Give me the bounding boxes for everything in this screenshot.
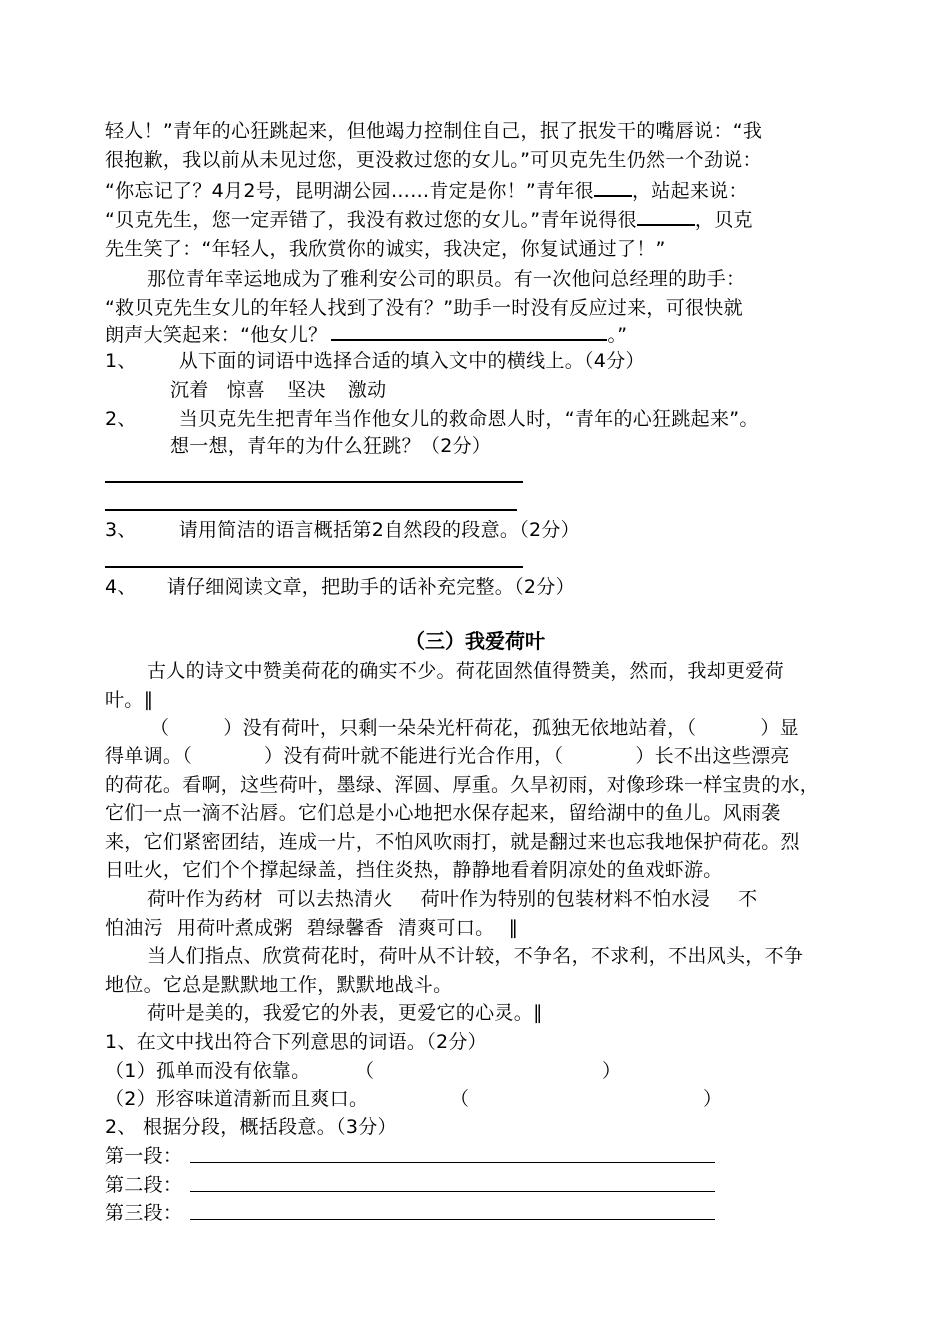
segment-3-label: 第三段：	[105, 1202, 183, 1224]
para-3-phrase: 碧绿馨香	[306, 917, 384, 939]
story-line-7: “救贝克先生女儿的年轻人找到了没有？”助手一时没有反应过来，可很快就	[105, 297, 743, 319]
sub-question-2-text: （2）形容味道清新而且爽口。	[105, 1088, 369, 1110]
story-line-8-text-b: 。”	[607, 324, 628, 346]
sub-question-1-text: （1）孤单而没有依靠。	[105, 1060, 311, 1082]
word-choice: 惊喜	[226, 379, 266, 401]
paren-open-2: （	[450, 1088, 470, 1110]
para-3-line-2	[105, 915, 518, 941]
story-line-4-text-a: “贝克先生，您一定弄错了，我没有救过您的女儿。”青年说得很	[105, 209, 637, 231]
fill-blank-1[interactable]	[594, 177, 632, 197]
paren-open-1: （	[355, 1060, 375, 1082]
story-line-4	[105, 206, 753, 233]
question-2-number: 2、	[105, 408, 137, 430]
para-3-line-1	[105, 886, 757, 912]
question-3-number: 3、	[105, 519, 137, 541]
question-2	[105, 406, 759, 432]
para-2-line-6: 日吐火，它们个个撑起绿盖，挡住炎热，静静地看着阴凉处的鱼戏虾游。	[105, 859, 723, 881]
question-4	[105, 574, 575, 600]
para-2-line-4: 它们一点一滴不沾唇。它们总是小心地把水保存起来，留给湖中的鱼儿。风雨袭	[105, 802, 781, 824]
story-line-1: 轻人！”青年的心狂跳起来，但他竭力控制住自己，抿了抿发干的嘴唇说：“我	[105, 120, 763, 142]
para-3-phrase: 荷叶作为特别的包装材料不怕水浸	[420, 888, 711, 910]
fill-blank-2[interactable]	[637, 206, 695, 226]
word-choices	[170, 377, 386, 403]
para-2-text: ）长不出这些漂亮	[635, 745, 790, 767]
sub-question-1	[105, 1058, 310, 1084]
question-3-text: 请用简洁的语言概括第2自然段的段意。（2分）	[178, 519, 580, 541]
answer-line-q2-2[interactable]	[105, 509, 517, 511]
story-line-3-text-b: ，站起来说：	[631, 180, 748, 202]
section3-question-2: 2、 根据分段，概括段意。（3分）	[105, 1116, 397, 1138]
paren-close-2: ）	[703, 1088, 723, 1110]
question-2-text-continued: 想一想，青年的为什么狂跳？（2分）	[170, 435, 492, 457]
word-choice: 沉着	[170, 379, 209, 401]
answer-line-seg-1[interactable]	[190, 1162, 715, 1163]
para-1-line-1: 古人的诗文中赞美荷花的确实不少。荷花固然值得赞美，然而，我却更爱荷	[147, 660, 784, 682]
word-choice: 坚决	[287, 379, 326, 401]
question-1	[105, 348, 645, 374]
story-line-6: 那位青年幸运地成为了雅利安公司的职员。有一次他问总经理的助手：	[147, 268, 746, 290]
question-2-text: 当贝克先生把青年当作他女儿的救命恩人时，“青年的心狂跳起来”。	[178, 408, 759, 430]
story-line-2: 很抱歉，我以前从未见过您，更没救过您的女儿。”可贝克先生仍然一个劲说：	[105, 149, 762, 171]
para-4-line-1: 当人们指点、欣赏荷花时，荷叶从不计较，不争名，不求利，不出风头，不争	[147, 945, 804, 967]
section-title: （三）我爱荷叶	[405, 629, 545, 653]
answer-line-seg-3[interactable]	[190, 1219, 715, 1220]
question-1-number: 1、	[105, 350, 137, 372]
para-2-text: ）没有荷叶就不能进行光合作用，（	[264, 745, 564, 767]
word-choice: 激动	[347, 379, 387, 401]
para-2-line-3: 的荷花。看啊，这些荷叶，墨绿、浑圆、厚重。久旱初雨，对像珍珠一样宝贵的水，	[105, 774, 820, 796]
paren-open: （	[150, 717, 170, 739]
answer-line-q2-1[interactable]	[105, 481, 523, 483]
para-5: 荷叶是美的，我爱它的外表，更爱它的心灵。∥	[147, 1002, 543, 1024]
para-1-line-2: 叶。∥	[105, 689, 154, 711]
story-line-3-text-a: “你忘记了？4月2号，昆明湖公园……肯定是你！”青年很	[105, 180, 594, 202]
question-1-text: 从下面的词语中选择合适的填入文中的横线上。（4分）	[178, 350, 645, 372]
para-3-phrase: 可以去热清火	[276, 888, 393, 910]
para-2-text: ）没有荷叶，只剩一朵朵光杆荷花，孤独无依地站着，（	[223, 717, 697, 739]
section3-question-1: 1、在文中找出符合下列意思的词语。（2分）	[105, 1031, 487, 1053]
para-2-line-2	[105, 743, 790, 769]
para-3-phrase: 用荷叶煮成粥	[176, 917, 293, 939]
story-line-8-text-a: 朗声大笑起来：“他女儿？	[105, 324, 328, 346]
story-line-5: 先生笑了：“年轻人，我欣赏你的诚实，我决定，你复试通过了！”	[105, 238, 666, 260]
answer-line-seg-2[interactable]	[190, 1191, 715, 1192]
segment-1-label: 第一段：	[105, 1145, 183, 1167]
para-3-phrase: 不	[738, 888, 758, 910]
question-3	[105, 517, 580, 543]
para-3-phrase: 怕油污	[105, 917, 163, 939]
story-line-4-text-b: ，贝克	[694, 209, 753, 231]
para-2-line-5: 来，它们紧密团结，连成一片，不怕风吹雨打，就是翻过来也忘我地保护荷花。烈	[105, 831, 800, 853]
para-2-text: ）显	[760, 717, 799, 739]
story-line-3	[105, 177, 748, 204]
answer-line-q3[interactable]	[105, 566, 523, 568]
question-4-text: 请仔细阅读文章，把助手的话补充完整。（2分）	[166, 576, 575, 598]
fill-blank-assistant-words[interactable]	[331, 321, 607, 341]
para-3-phrase: ∥	[508, 917, 519, 939]
paren-close-1: ）	[602, 1060, 622, 1082]
question-4-number: 4、	[105, 576, 137, 598]
sub-question-2	[105, 1086, 368, 1112]
story-line-8	[105, 321, 627, 348]
para-3-phrase: 荷叶作为药材	[147, 888, 263, 910]
para-4-line-2: 地位。它总是默默地工作，默默地战斗。	[105, 974, 453, 996]
para-3-phrase: 清爽可口。	[397, 917, 495, 939]
para-2-line-1	[150, 715, 799, 741]
para-2-text: 得单调。（	[105, 745, 193, 767]
segment-2-label: 第二段：	[105, 1174, 183, 1196]
